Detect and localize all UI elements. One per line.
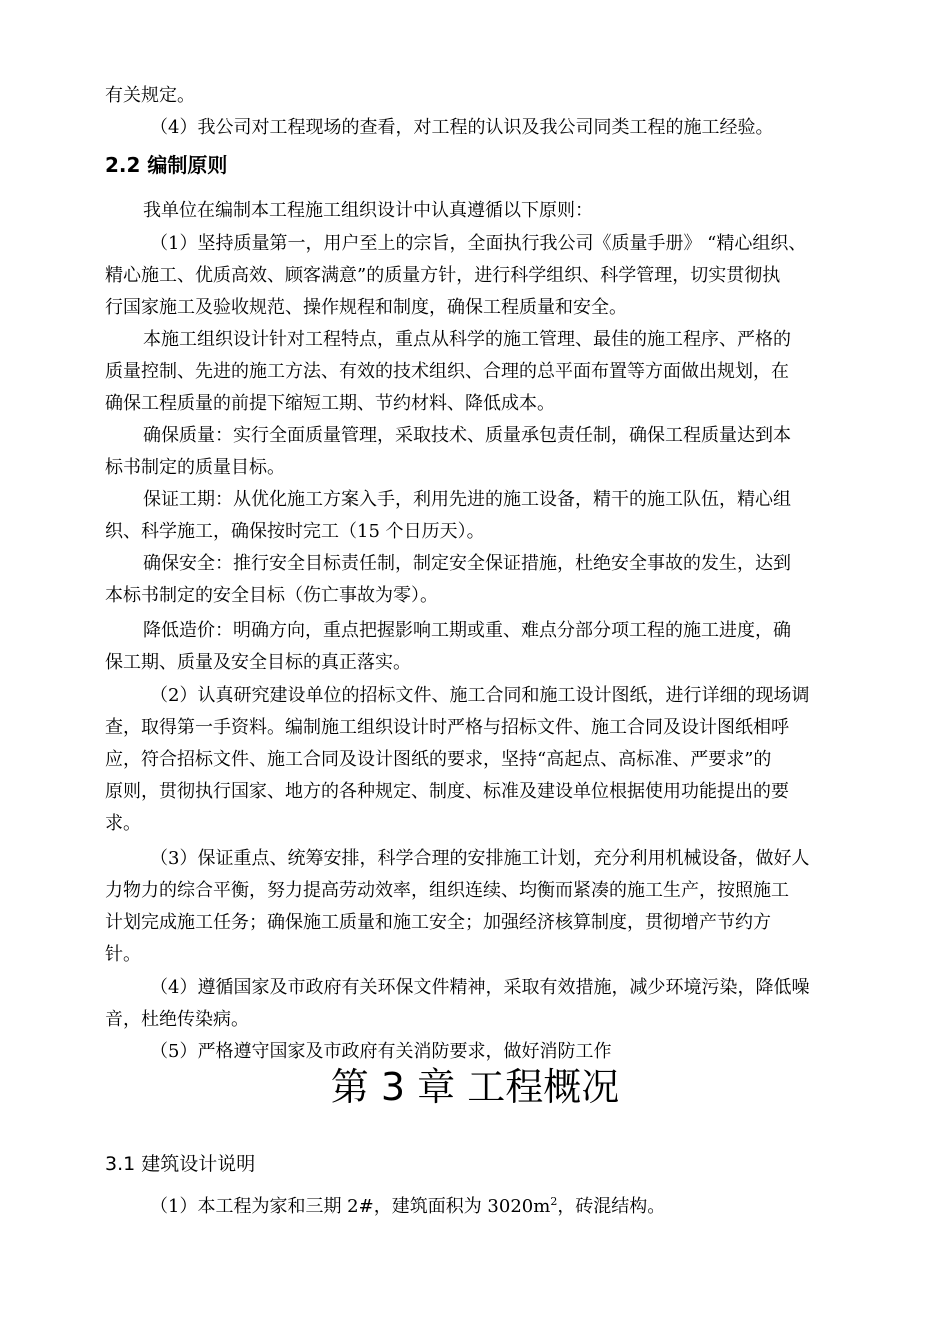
schedule-line-2: 织、科学施工，确保按时完工（15 个日历天）。 xyxy=(105,521,485,542)
principle-3-line-4: 针。 xyxy=(105,944,141,965)
paragraph-design-line-1: 本施工组织设计针对工程特点，重点从科学的施工管理、最佳的施工程序、严格的 xyxy=(143,329,791,350)
principle-4-line-1: （4）遵循国家及市政府有关环保文件精神，采取有效措施，减少环境污染，降低噪 xyxy=(150,977,810,998)
building-info-text: （1）本工程为家和三期 2#，建筑面积为 3020m xyxy=(150,1196,551,1217)
paragraph-intro: 我单位在编制本工程施工组织设计中认真遵循以下原则： xyxy=(143,200,593,221)
principle-2-line-4: 原则，贯彻执行国家、地方的各种规定、制度、标准及建设单位根据使用功能提出的要 xyxy=(105,781,789,802)
area-unit-superscript: 2 xyxy=(550,1195,558,1208)
cost-line-2: 保工期、质量及安全目标的真正落实。 xyxy=(105,652,411,673)
section-heading-2-2: 2.2 编制原则 xyxy=(105,153,228,177)
building-info-line xyxy=(150,1196,890,1218)
schedule-line-1: 保证工期：从优化施工方案入手，利用先进的施工设备，精干的施工队伍，精心组 xyxy=(143,489,791,510)
text-line: 有关规定。 xyxy=(105,85,195,106)
principle-3-line-1: （3）保证重点、统筹安排，科学合理的安排施工计划，充分利用机械设备，做好人 xyxy=(150,848,810,869)
principle-2-line-2: 查，取得第一手资料。编制施工组织设计时严格与招标文件、施工合同及设计图纸相呼 xyxy=(105,717,789,738)
chapter-title: 第 3 章 工程概况 xyxy=(330,1065,620,1109)
building-info-structure: ，砖混结构。 xyxy=(557,1196,666,1217)
list-item-4-experience: （4）我公司对工程现场的查看，对工程的认识及我公司同类工程的施工经验。 xyxy=(150,117,774,138)
quality-line-2: 标书制定的质量目标。 xyxy=(105,457,285,478)
principle-5-line-1: （5）严格遵守国家及市政府有关消防要求，做好消防工作 xyxy=(150,1041,612,1062)
principle-1-line-1: （1）坚持质量第一，用户至上的宗旨，全面执行我公司《质量手册》 “精心组织、 xyxy=(150,233,807,254)
principle-3-line-3: 计划完成施工任务；确保施工质量和施工安全；加强经济核算制度，贯彻增产节约方 xyxy=(105,912,771,933)
principle-1-line-2: 精心施工、优质高效、顾客满意”的质量方针，进行科学组织、科学管理，切实贯彻执 xyxy=(105,265,781,286)
safety-line-2: 本标书制定的安全目标（伤亡事故为零）。 xyxy=(105,585,438,606)
principle-1-line-3: 行国家施工及验收规范、操作规程和制度，确保工程质量和安全。 xyxy=(105,297,627,318)
cost-line-1: 降低造价：明确方向，重点把握影响工期或重、难点分部分项工程的施工进度，确 xyxy=(143,620,791,641)
principle-2-line-3: 应，符合招标文件、施工合同及设计图纸的要求，坚持“高起点、高标准、严要求”的 xyxy=(105,749,772,770)
principle-2-line-5: 求。 xyxy=(105,813,141,834)
section-heading-3-1: 3.1 建筑设计说明 xyxy=(105,1153,256,1175)
quality-line-1: 确保质量：实行全面质量管理，采取技术、质量承包责任制，确保工程质量达到本 xyxy=(143,425,791,446)
safety-line-1: 确保安全：推行安全目标责任制，制定安全保证措施，杜绝安全事故的发生，达到 xyxy=(143,553,791,574)
principle-4-line-2: 音，杜绝传染病。 xyxy=(105,1009,249,1030)
principle-2-line-1: （2）认真研究建设单位的招标文件、施工合同和施工设计图纸，进行详细的现场调 xyxy=(150,685,810,706)
paragraph-design-line-2: 质量控制、先进的施工方法、有效的技术组织、合理的总平面布置等方面做出规划，在 xyxy=(105,361,789,382)
principle-3-line-2: 力物力的综合平衡，努力提高劳动效率，组织连续、均衡而紧凑的施工生产，按照施工 xyxy=(105,880,789,901)
paragraph-design-line-3: 确保工程质量的前提下缩短工期、节约材料、降低成本。 xyxy=(105,393,555,414)
